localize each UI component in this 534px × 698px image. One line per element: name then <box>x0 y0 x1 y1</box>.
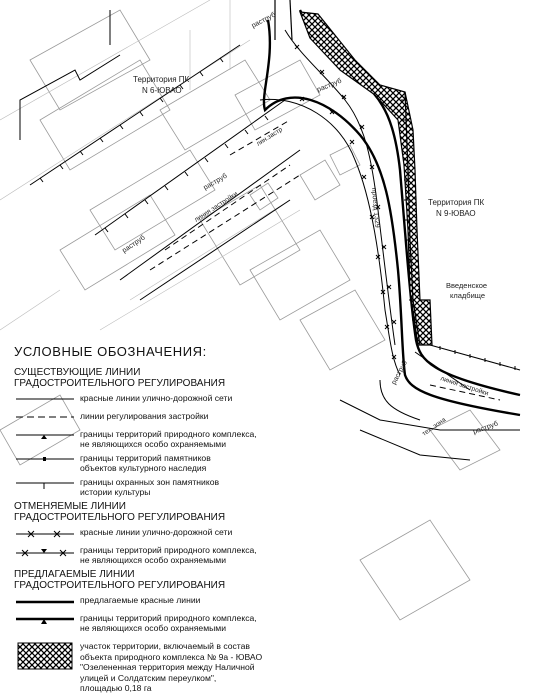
legend <box>14 344 314 698</box>
legend-text: границы территорий природного комплекса, не являющихся особо охраняемыми <box>80 429 257 449</box>
cemetery-line1: Введенское <box>446 281 488 290</box>
legend-row-protection-zone <box>14 477 314 497</box>
legend-symbol-dotted-line <box>14 453 76 467</box>
legend-text: линии регулирования застройки <box>80 411 209 421</box>
label-rastrub-6: раструб <box>472 420 500 436</box>
legend-symbol-x-line <box>14 527 76 541</box>
territory-9-line2: N 9-ЮВАО <box>436 209 476 218</box>
legend-text: красные линии улично-дорожной сети <box>80 527 233 537</box>
label-rastrub-5: раструб <box>390 359 409 386</box>
top-road-stub <box>275 0 292 40</box>
label-rastrub-2: раструб <box>316 77 343 94</box>
legend-row-nature-boundary <box>14 429 314 449</box>
legend-row-included-area <box>14 641 314 694</box>
legend-symbol-hatch <box>14 641 76 673</box>
legend-existing-title: СУЩЕСТВУЮЩИЕ ЛИНИИ ГРАДОСТРОИТЕЛЬНОГО РЕГУЛИРОВАНИЯ <box>14 367 226 389</box>
legend-text: красные линии улично-дорожной сети <box>80 393 233 403</box>
territory-6-line1: Территория ПК <box>133 75 190 84</box>
thin-grid-lines <box>0 0 300 330</box>
legend-symbol-ticked-line <box>14 429 76 443</box>
legend-text: границы территорий природного комплекса, не являющихся особо охраняемыми <box>80 545 257 565</box>
label-rastrub-3: раструб <box>202 172 229 192</box>
label-proezd: проезд 1329 <box>370 187 381 229</box>
legend-text: границы охранных зон памятников истории культуры <box>80 477 220 497</box>
legend-symbol-zone-line <box>14 477 76 491</box>
legend-symbol-thick-line <box>14 595 76 609</box>
legend-row-existing-redline <box>14 393 314 407</box>
label-line-building-2: линия застройки <box>439 375 490 398</box>
legend-row-building-line <box>14 411 314 425</box>
territory-6-line2: N 6-ЮВАО <box>142 86 182 95</box>
legend-area-text: участок территории, включаемый в состав объекта природного комплекса № 9а - ЮВАО "Озелененная территория между Наличной улицей и Солдатским переулком", площадью 0,18 га <box>80 641 263 693</box>
legend-row-cancelled-redline <box>14 527 314 541</box>
legend-row-monument-boundary <box>14 453 314 473</box>
label-rastrub-4: раструб <box>121 234 147 255</box>
legend-symbol-x-tick-line <box>14 545 76 559</box>
legend-text: границы территорий природного комплекса, не являющихся особо охраняемыми <box>80 613 257 633</box>
existing-redline-left <box>20 10 120 140</box>
lower-roads <box>340 345 520 460</box>
legend-symbol-dashed-line <box>14 411 76 425</box>
territory-9-line1: Территория ПК <box>428 198 485 207</box>
label-line-building-1: линия застройки <box>193 190 240 224</box>
legend-row-proposed-redline <box>14 595 314 609</box>
legend-symbol-solid-line <box>14 393 76 407</box>
legend-row-cancelled-nature <box>14 545 314 565</box>
legend-title: УСЛОВНЫЕ ОБОЗНАЧЕНИЯ: <box>14 344 207 359</box>
legend-text: границы территорий памятников объектов культурного наследия <box>80 453 211 473</box>
legend-proposed-title: ПРЕДЛАГАЕМЫЕ ЛИНИИ ГРАДОСТРОИТЕЛЬНОГО РЕГУЛИРОВАНИЯ <box>14 569 226 591</box>
legend-row-proposed-nature <box>14 613 314 633</box>
cemetery-line2: кладбище <box>450 291 486 300</box>
legend-symbol-thick-ticked-line <box>14 613 76 627</box>
label-rastrub-1: раструб <box>250 11 277 30</box>
label-lin-zastr: лин.застр <box>255 126 284 148</box>
label-teh-zona: тех. зона <box>421 416 448 438</box>
legend-text: предлагаемые красные линии <box>80 595 201 605</box>
legend-cancelled-title: ОТМЕНЯЕМЫЕ ЛИНИИ ГРАДОСТРОИТЕЛЬНОГО РЕГУЛИРОВАНИЯ <box>14 501 226 523</box>
